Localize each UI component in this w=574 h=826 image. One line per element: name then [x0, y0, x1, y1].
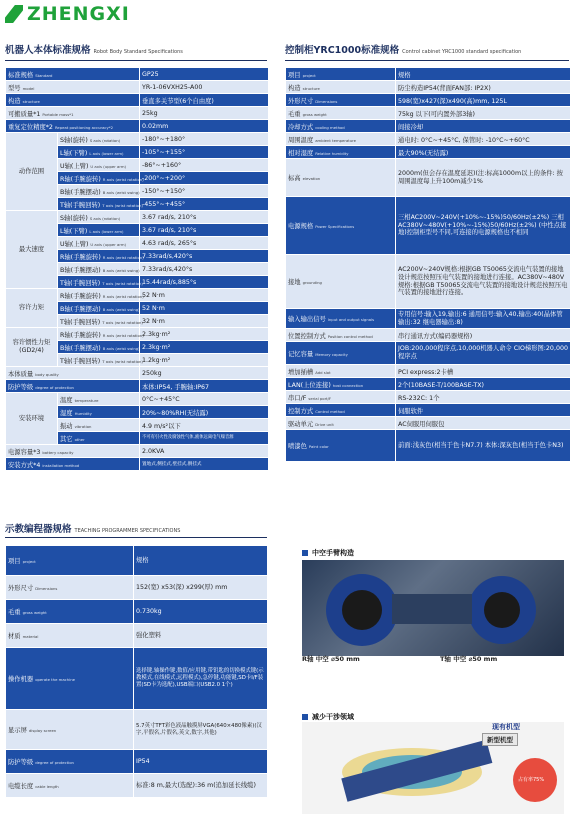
spec-label: 喷漆色 Paint color	[286, 430, 396, 462]
axis-value: 52 N·m	[140, 302, 269, 315]
axis-label: B轴(手腕摆动) B axis (wrist swing)	[58, 302, 140, 315]
axis-value: 7.33rad/s,420°s	[140, 263, 269, 276]
axis-label: R轴(手腕旋转) R axis (wrist rotation)	[58, 250, 140, 263]
spec-label: 记忆容量 Memory capacity	[286, 342, 396, 365]
caption-square-icon	[302, 714, 308, 720]
spec-value: 防尘构造IP54(背面FAN部: IP2X)	[396, 81, 571, 94]
pendant-row	[6, 774, 268, 798]
controller-row	[286, 365, 571, 378]
robot-row	[6, 458, 269, 471]
axis-value: 4.63 rad/s, 265°s	[140, 237, 269, 250]
robot-row	[6, 445, 269, 458]
spec-value: 152(宽) x53(深) x299(厚) mm	[134, 576, 268, 600]
occupancy-label: 占有率75%	[518, 777, 545, 783]
spec-label: 串口/F serial port/F	[286, 391, 396, 404]
spec-label: 安装方式*4 installation method	[6, 458, 140, 471]
axis-value: 32 N·m	[140, 315, 269, 328]
spec-value: JOB:200,000程序点,10,000机器人命令 CIO梯形图:20,000程序点	[396, 342, 571, 365]
spec-label: 电源容量*3 battery capacity	[6, 445, 140, 458]
axis-value: 2.3kg·m²	[140, 328, 269, 341]
axis-value: -150°~+150°	[140, 185, 269, 198]
axis-label: B轴(手腕摆动) B axis (wrist swing)	[58, 263, 140, 276]
axis-value: 1.2kg·m²	[140, 354, 269, 367]
axis-value: 4.9 m/s²以下	[140, 419, 269, 432]
spec-value: GP25	[140, 68, 269, 81]
spec-value: 置地式,侧挂式,壁挂式,倒挂式	[140, 458, 269, 471]
robot-title-rule	[5, 60, 267, 61]
robot-row	[6, 328, 269, 341]
controller-row	[286, 342, 571, 365]
spec-label: 电缆长度 cable length	[6, 774, 134, 798]
controller-row	[286, 68, 571, 81]
spec-label: 显示屏 display screen	[6, 710, 134, 750]
spec-value: RS-232C: 1个	[396, 391, 571, 404]
axis-value: 15.44rad/s,885°s	[140, 276, 269, 289]
spec-value: 伺服软件	[396, 404, 571, 417]
robot-row	[6, 107, 269, 120]
brand-name: ZHENGXI	[27, 3, 130, 25]
axis-value: -200°~+200°	[140, 172, 269, 185]
spec-value: 25kg	[140, 107, 269, 120]
spec-value: 2.0KVA	[140, 445, 269, 458]
spec-value: 2个(10BASE-T/100BASE-TX)	[396, 378, 571, 391]
controller-row	[286, 107, 571, 120]
spec-value: 前面:浅灰色(相当于色卡N7.7) 本体:深灰色(相当于色卡N3)	[396, 430, 571, 462]
axis-label: 振动 vibration	[58, 419, 140, 432]
spec-label: 毛重 gross weight	[286, 107, 396, 120]
controller-spec-title: 控制柜YRC1000标准规格 Control cabinet YRC1000 standard specification	[285, 45, 522, 56]
axis-label: S轴(旋转) S axis (rotation)	[58, 211, 140, 224]
axis-label: L轴(下臂) L axis (lower arm)	[58, 224, 140, 237]
group-label: 安装环境	[6, 393, 58, 445]
spec-value: 串行通讯方式(编码器规格)	[396, 329, 571, 342]
spec-label: 项目 project	[286, 68, 396, 81]
controller-row	[286, 309, 571, 329]
controller-row	[286, 404, 571, 417]
axis-value: -180°~+180°	[140, 133, 269, 146]
axis-label: U轴(上臂) U axis (upper arm)	[58, 237, 140, 250]
controller-row	[286, 255, 571, 309]
controller-row	[286, 329, 571, 342]
pendant-row	[6, 648, 268, 710]
axis-label: 其它 other	[58, 432, 140, 445]
spec-value: 75kg 以下(可内置外部3轴)	[396, 107, 571, 120]
robot-row	[6, 94, 269, 107]
spec-value: 规格	[134, 546, 268, 576]
axis-value: -455°~+455°	[140, 198, 269, 211]
robot-spec-table	[5, 67, 269, 471]
spec-value: 本体:IP54, 手腕轴:IP67	[140, 380, 269, 393]
spec-value: 598(宽)x427(深)x490(高)mm, 125L	[396, 94, 571, 107]
group-label: 动作范围	[6, 133, 58, 211]
t-axis-label: T轴 中空 ⌀50 mm	[440, 655, 498, 663]
spec-value: 专用信号:输入19,输出:6 通用信号:输入40,输出:40(晶体管输出:32 继电器输出:8)	[396, 309, 571, 329]
robot-spec-title: 机器人本体标准规格 Robot Body Standard Specifications	[5, 45, 183, 56]
pendant-row	[6, 576, 268, 600]
robot-row	[6, 68, 269, 81]
spec-label: 标高 elevation	[286, 159, 396, 197]
axis-value: 0°C~+45°C	[140, 393, 269, 406]
axis-label: T轴(手腕回转) T axis (wrist rotation)	[58, 315, 140, 328]
robot-row	[6, 367, 269, 380]
spec-label: 项目 project	[6, 546, 134, 576]
axis-label: L轴(下臂) L axis (lower arm)	[58, 146, 140, 159]
controller-row	[286, 146, 571, 159]
axis-value: -86°~+160°	[140, 159, 269, 172]
axis-label: T轴(手腕回转) T axis (wrist rotation)	[58, 198, 140, 211]
spec-label: 型号 model	[6, 81, 140, 94]
spec-label: 防护等级 degree of protection	[6, 750, 134, 774]
axis-value: 不可有引火性及腐蚀性气体,液体远离电气噪音源	[140, 432, 269, 445]
pendant-row	[6, 624, 268, 648]
spec-value: 间接冷却	[396, 120, 571, 133]
spec-value: 5.7英寸TFT彩色液晶触摸屏VGA(640×480像素)(汉字,平假名,片假名,英文,数字,其他)	[134, 710, 268, 750]
controller-row	[286, 417, 571, 430]
spec-value: AC伺服用伺服包	[396, 417, 571, 430]
pendant-row	[6, 750, 268, 774]
spec-value: IP54	[134, 750, 268, 774]
brand-logo	[5, 3, 130, 25]
robot-row	[6, 211, 269, 224]
controller-row	[286, 94, 571, 107]
spec-label: 本体质量 body quality	[6, 367, 140, 380]
spec-value: 三相AC200V~240V(+10%~-15%)50/60Hz(±2%) 三相AC380V~480V(+10%~-15%)50/60Hz(±2%) (中性点接地)控制柜型号不同,可连接的电源规格也不相同	[396, 197, 571, 255]
pendant-row	[6, 600, 268, 624]
spec-label: 接地 grounding	[286, 255, 396, 309]
spec-label: 构造 structure	[6, 94, 140, 107]
r-axis-label: R轴 中空 ⌀50 mm	[302, 655, 360, 663]
controller-row	[286, 197, 571, 255]
logo-mark-icon	[5, 5, 23, 23]
spec-value: 250kg	[140, 367, 269, 380]
axis-label: B轴(手腕摆动) B axis (wrist swing)	[58, 341, 140, 354]
controller-row	[286, 159, 571, 197]
existing-model-label: 现有机型	[492, 723, 520, 731]
spec-value: 规格	[396, 68, 571, 81]
hollow-arm-photo	[302, 560, 564, 656]
spec-label: 周围温度 ambient temperature	[286, 133, 396, 146]
axis-value: 52 N·m	[140, 289, 269, 302]
pendant-title-rule	[5, 537, 267, 538]
group-label: 容许力矩	[6, 289, 58, 328]
spec-label: 构造 structure	[286, 81, 396, 94]
robot-row	[6, 393, 269, 406]
group-label: 容许惯性力矩(GD2/4)	[6, 328, 58, 367]
axis-value: 7.33rad/s,420°s	[140, 250, 269, 263]
controller-row	[286, 430, 571, 462]
caption-square-icon	[302, 550, 308, 556]
group-label: 最大速度	[6, 211, 58, 289]
spec-label: 毛重 gross weight	[6, 600, 134, 624]
spec-label: 操作机器 operate the machine	[6, 648, 134, 710]
spec-value: 0.730kg	[134, 600, 268, 624]
spec-value: 强化塑料	[134, 624, 268, 648]
spec-label: 输入输出信号 Input and output signals	[286, 309, 396, 329]
axis-value: 2.3kg·m²	[140, 341, 269, 354]
axis-label: 温度 temperature	[58, 393, 140, 406]
spec-label: 位置控制方式 Position control method	[286, 329, 396, 342]
controller-row	[286, 120, 571, 133]
spec-value: 0.02mm	[140, 120, 269, 133]
new-model-label: 新型机型	[482, 733, 518, 746]
axis-label: 湿度 Humidity	[58, 406, 140, 419]
axis-value: 3.67 rad/s, 210°s	[140, 224, 269, 237]
controller-row	[286, 391, 571, 404]
robot-row	[6, 120, 269, 133]
spec-label: 相对湿度 Relative humidity	[286, 146, 396, 159]
pendant-row	[6, 546, 268, 576]
axis-label: R轴(手腕旋转) R axis (wrist rotation)	[58, 289, 140, 302]
pendant-row	[6, 710, 268, 750]
axis-label: S轴(旋转) S axis (rotation)	[58, 133, 140, 146]
interference-photo	[302, 722, 564, 814]
robot-row	[6, 133, 269, 146]
spec-label: 增加插槽 Add slot	[286, 365, 396, 378]
spec-label: 驱动单元 Drive unit	[286, 417, 396, 430]
spec-value: YR-1-06VXH25-A00	[140, 81, 269, 94]
spec-value: 2000m(但会存在温度延迟)(注:标高1000m以上的条件: 按周围温度每上升100m减少1%	[396, 159, 571, 197]
spec-value: AC200V~240V规格:根据GB T50065交流电气装置的接地设计规范按照压电气装置的接地进行连接。AC380V~480V规格:根据GB T50065交流电气装置的接地设计规范按照压电气装置的接地进行连接。	[396, 255, 571, 309]
spec-label: 材质 material	[6, 624, 134, 648]
spec-value: 标准:8 m,最大(选配):36 m(追加延长线缆)	[134, 774, 268, 798]
spec-label: 外形尺寸 Dimensions	[286, 94, 396, 107]
axis-value: 20%~80%RH(无结露)	[140, 406, 269, 419]
spec-label: 可搬质量*1 Portable mass*1	[6, 107, 140, 120]
spec-value: PCI express:2卡槽	[396, 365, 571, 378]
spec-value: 垂直多关节型(6个自由度)	[140, 94, 269, 107]
hollow-arm-caption: 中空手臂构造	[302, 548, 354, 558]
axis-value: 3.67 rad/s, 210°s	[140, 211, 269, 224]
spec-label: 电源规格 Power Specifications	[286, 197, 396, 255]
controller-row	[286, 133, 571, 146]
interference-illustration	[302, 722, 564, 814]
spec-label: 重复定位精度*2 Repeat positioning accuracy*2	[6, 120, 140, 133]
axis-label: U轴(上臂) U axis (upper arm)	[58, 159, 140, 172]
robot-row	[6, 289, 269, 302]
controller-title-rule	[285, 60, 569, 61]
spec-label: 外形尺寸 Dimensions	[6, 576, 134, 600]
spec-label: 防护等级 degree of protection	[6, 380, 140, 393]
axis-label: B轴(手腕摆动) B axis (wrist swing)	[58, 185, 140, 198]
axis-value: -105°~+155°	[140, 146, 269, 159]
pendant-spec-title: 示教编程器规格 TEACHING PROGRAMMER SPECIFICATIONS	[5, 524, 181, 535]
axis-label: T轴(手腕回转) T axis (wrist rotation)	[58, 354, 140, 367]
pendant-spec-table	[5, 545, 268, 798]
robot-arm-illustration	[302, 560, 564, 656]
spec-value: 最大90%(无结露)	[396, 146, 571, 159]
interference-caption: 减少干涉领域	[302, 712, 354, 722]
spec-value: 选择键,轴操作键,数值/应用键,带钥匙的切换模式键(示教模式,在线模式,远程模式),急停键,功能键,SD卡I/F装置(SD卡为选配),USB端口(USB2.0 1个)	[134, 648, 268, 710]
robot-row	[6, 81, 269, 94]
axis-label: R轴(手腕旋转) R axis (wrist rotation)	[58, 328, 140, 341]
controller-row	[286, 378, 571, 391]
robot-row	[6, 380, 269, 393]
spec-label: 控制方式 Control method	[286, 404, 396, 417]
axis-label: T轴(手腕回转) T axis (wrist rotation)	[58, 276, 140, 289]
spec-label: 冷却方式 cooling method	[286, 120, 396, 133]
controller-row	[286, 81, 571, 94]
spec-value: 通电时: 0°C~+45°C, 保管时: -10°C~+60°C	[396, 133, 571, 146]
spec-label: 标准规格 Standard	[6, 68, 140, 81]
spec-label: LAN(上位连接) host connection	[286, 378, 396, 391]
axis-label: R轴(手腕旋转) R axis (wrist rotation)	[58, 172, 140, 185]
controller-spec-table	[285, 67, 571, 462]
